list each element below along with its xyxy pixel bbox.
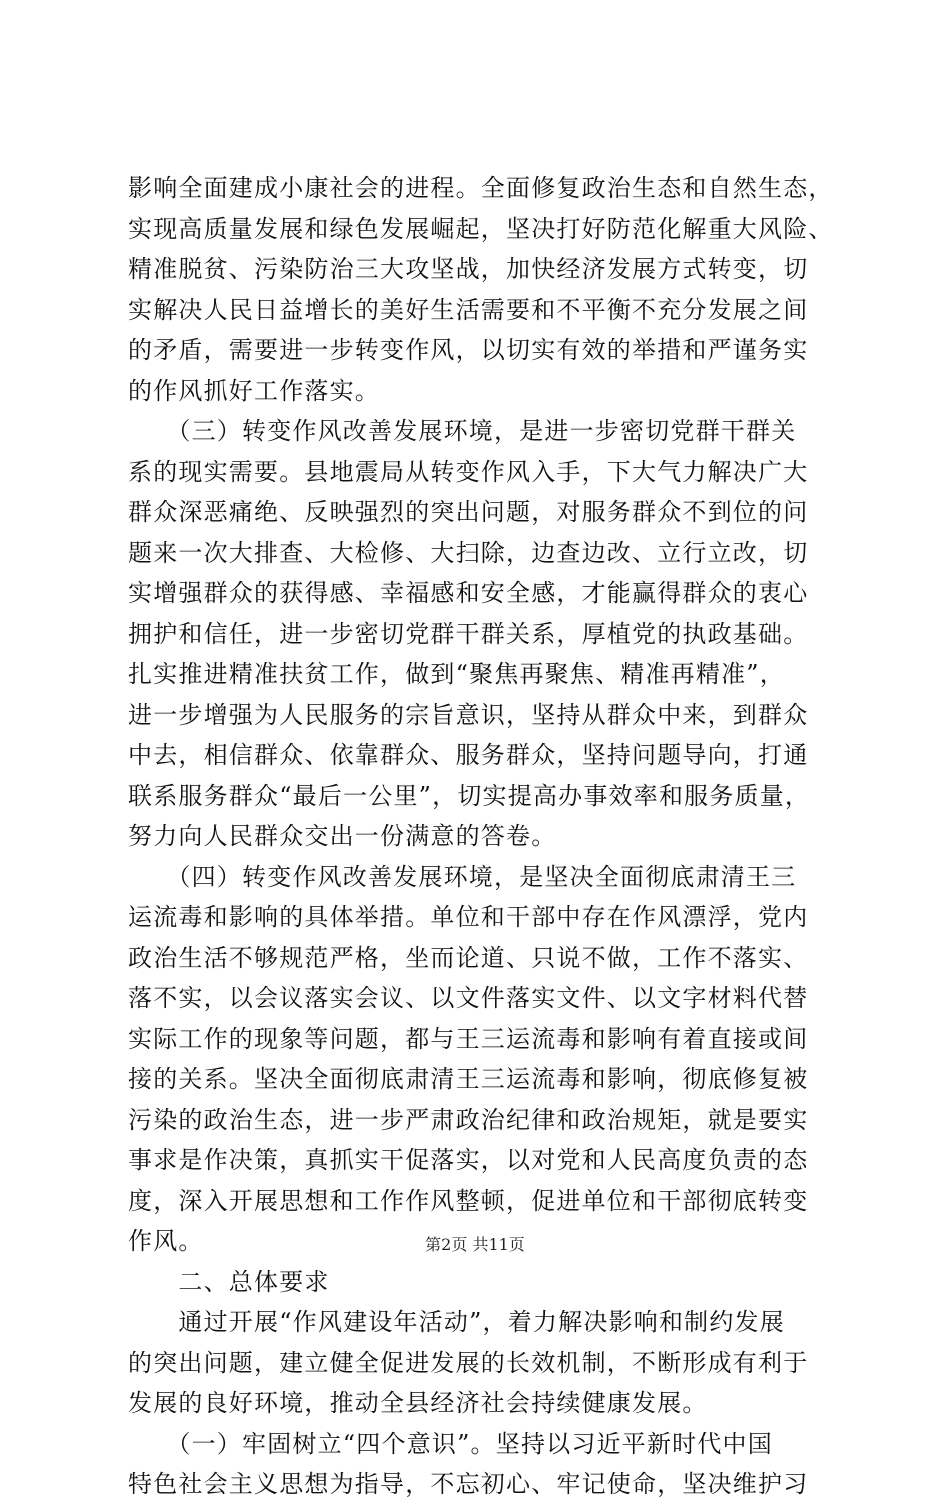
text-line: 努力向人民群众交出一份满意的答卷。 — [128, 822, 557, 850]
text-line: 系的现实需要。县地震局从转变作风入手，下大气力解决广大 — [128, 457, 809, 486]
text-line: 影响全面建成小康社会的进程。全面修复政治生态和自然生态， — [128, 174, 834, 202]
text-line: 落不实，以会议落实会议、以文件落实文件、以文字材料代替 — [128, 984, 809, 1012]
text-line: 精准脱贫、污染防治三大攻坚战，加快经济发展方式转变，切 — [128, 255, 809, 283]
text-line: 扎实推进精准扶贫工作，做到“聚焦再聚焦、精准再精准”， — [128, 660, 785, 688]
text-line: 二、总体要求 — [128, 1267, 330, 1296]
page-footer: 第2页 共11页 — [425, 1235, 525, 1254]
body-text — [128, 168, 834, 1505]
text-line: 发展的良好环境，推动全县经济社会持续健康发展。 — [128, 1389, 708, 1417]
text-line: 中去，相信群众、依靠群众、服务群众，坚持问题导向，打通 — [128, 741, 809, 769]
text-line: 度，深入开展思想和工作作风整顿，促进单位和干部彻底转变 — [128, 1186, 809, 1215]
text-line: 的作风抓好工作落实。 — [128, 376, 380, 405]
text-line: 进一步增强为人民服务的宗旨意识，坚持从群众中来，到群众 — [128, 700, 809, 729]
text-line: （四）转变作风改善发展环境，是坚决全面彻底肃清王三 — [128, 862, 797, 891]
text-line: （三）转变作风改善发展环境，是进一步密切党群干群关 — [128, 417, 797, 445]
text-line: 题来一次大排查、大检修、大扫除，边查边改、立行立改，切 — [128, 538, 809, 567]
text-line: （一）牢固树立“四个意识”。坚持以习近平新时代中国 — [128, 1429, 773, 1458]
text-line: 群众深恶痛绝、反映强烈的突出问题，对服务群众不到位的问 — [128, 498, 809, 526]
text-line: 的矛盾，需要进一步转变作风，以切实有效的举措和严谨务实 — [128, 336, 809, 364]
text-line: 作风。 — [128, 1227, 204, 1255]
text-line: 事求是作决策，真抓实干促落实，以对党和人民高度负责的态 — [128, 1146, 809, 1174]
text-line: 污染的政治生态，进一步严肃政治纪律和政治规矩，就是要实 — [128, 1105, 809, 1134]
text-line: 联系服务群众“最后一公里”，切实提高办事效率和服务质量， — [128, 781, 811, 810]
text-line: 通过开展“作风建设年活动”，着力解决影响和制约发展 — [128, 1308, 785, 1336]
text-line: 拥护和信任，进一步密切党群干群关系，厚植党的执政基础。 — [128, 619, 809, 648]
text-line: 的突出问题，建立健全促进发展的长效机制，不断形成有利于 — [128, 1348, 809, 1377]
text-line: 实际工作的现象等问题，都与王三运流毒和影响有着直接或间 — [128, 1024, 809, 1053]
text-line: 实解决人民日益增长的美好生活需要和不平衡不充分发展之间 — [128, 295, 809, 324]
text-line: 政治生活不够规范严格，坐而论道、只说不做，工作不落实、 — [128, 943, 809, 972]
text-line: 运流毒和影响的具体举措。单位和干部中存在作风漂浮，党内 — [128, 903, 809, 931]
text-line: 实现高质量发展和绿色发展崛起，坚决打好防范化解重大风险、 — [128, 214, 834, 243]
text-line: 实增强群众的获得感、幸福感和安全感，才能赢得群众的衷心 — [128, 579, 809, 607]
text-line: 接的关系。坚决全面彻底肃清王三运流毒和影响，彻底修复被 — [128, 1065, 809, 1093]
text-line: 特色社会主义思想为指导，不忘初心、牢记使命，坚决维护习 — [128, 1470, 809, 1498]
